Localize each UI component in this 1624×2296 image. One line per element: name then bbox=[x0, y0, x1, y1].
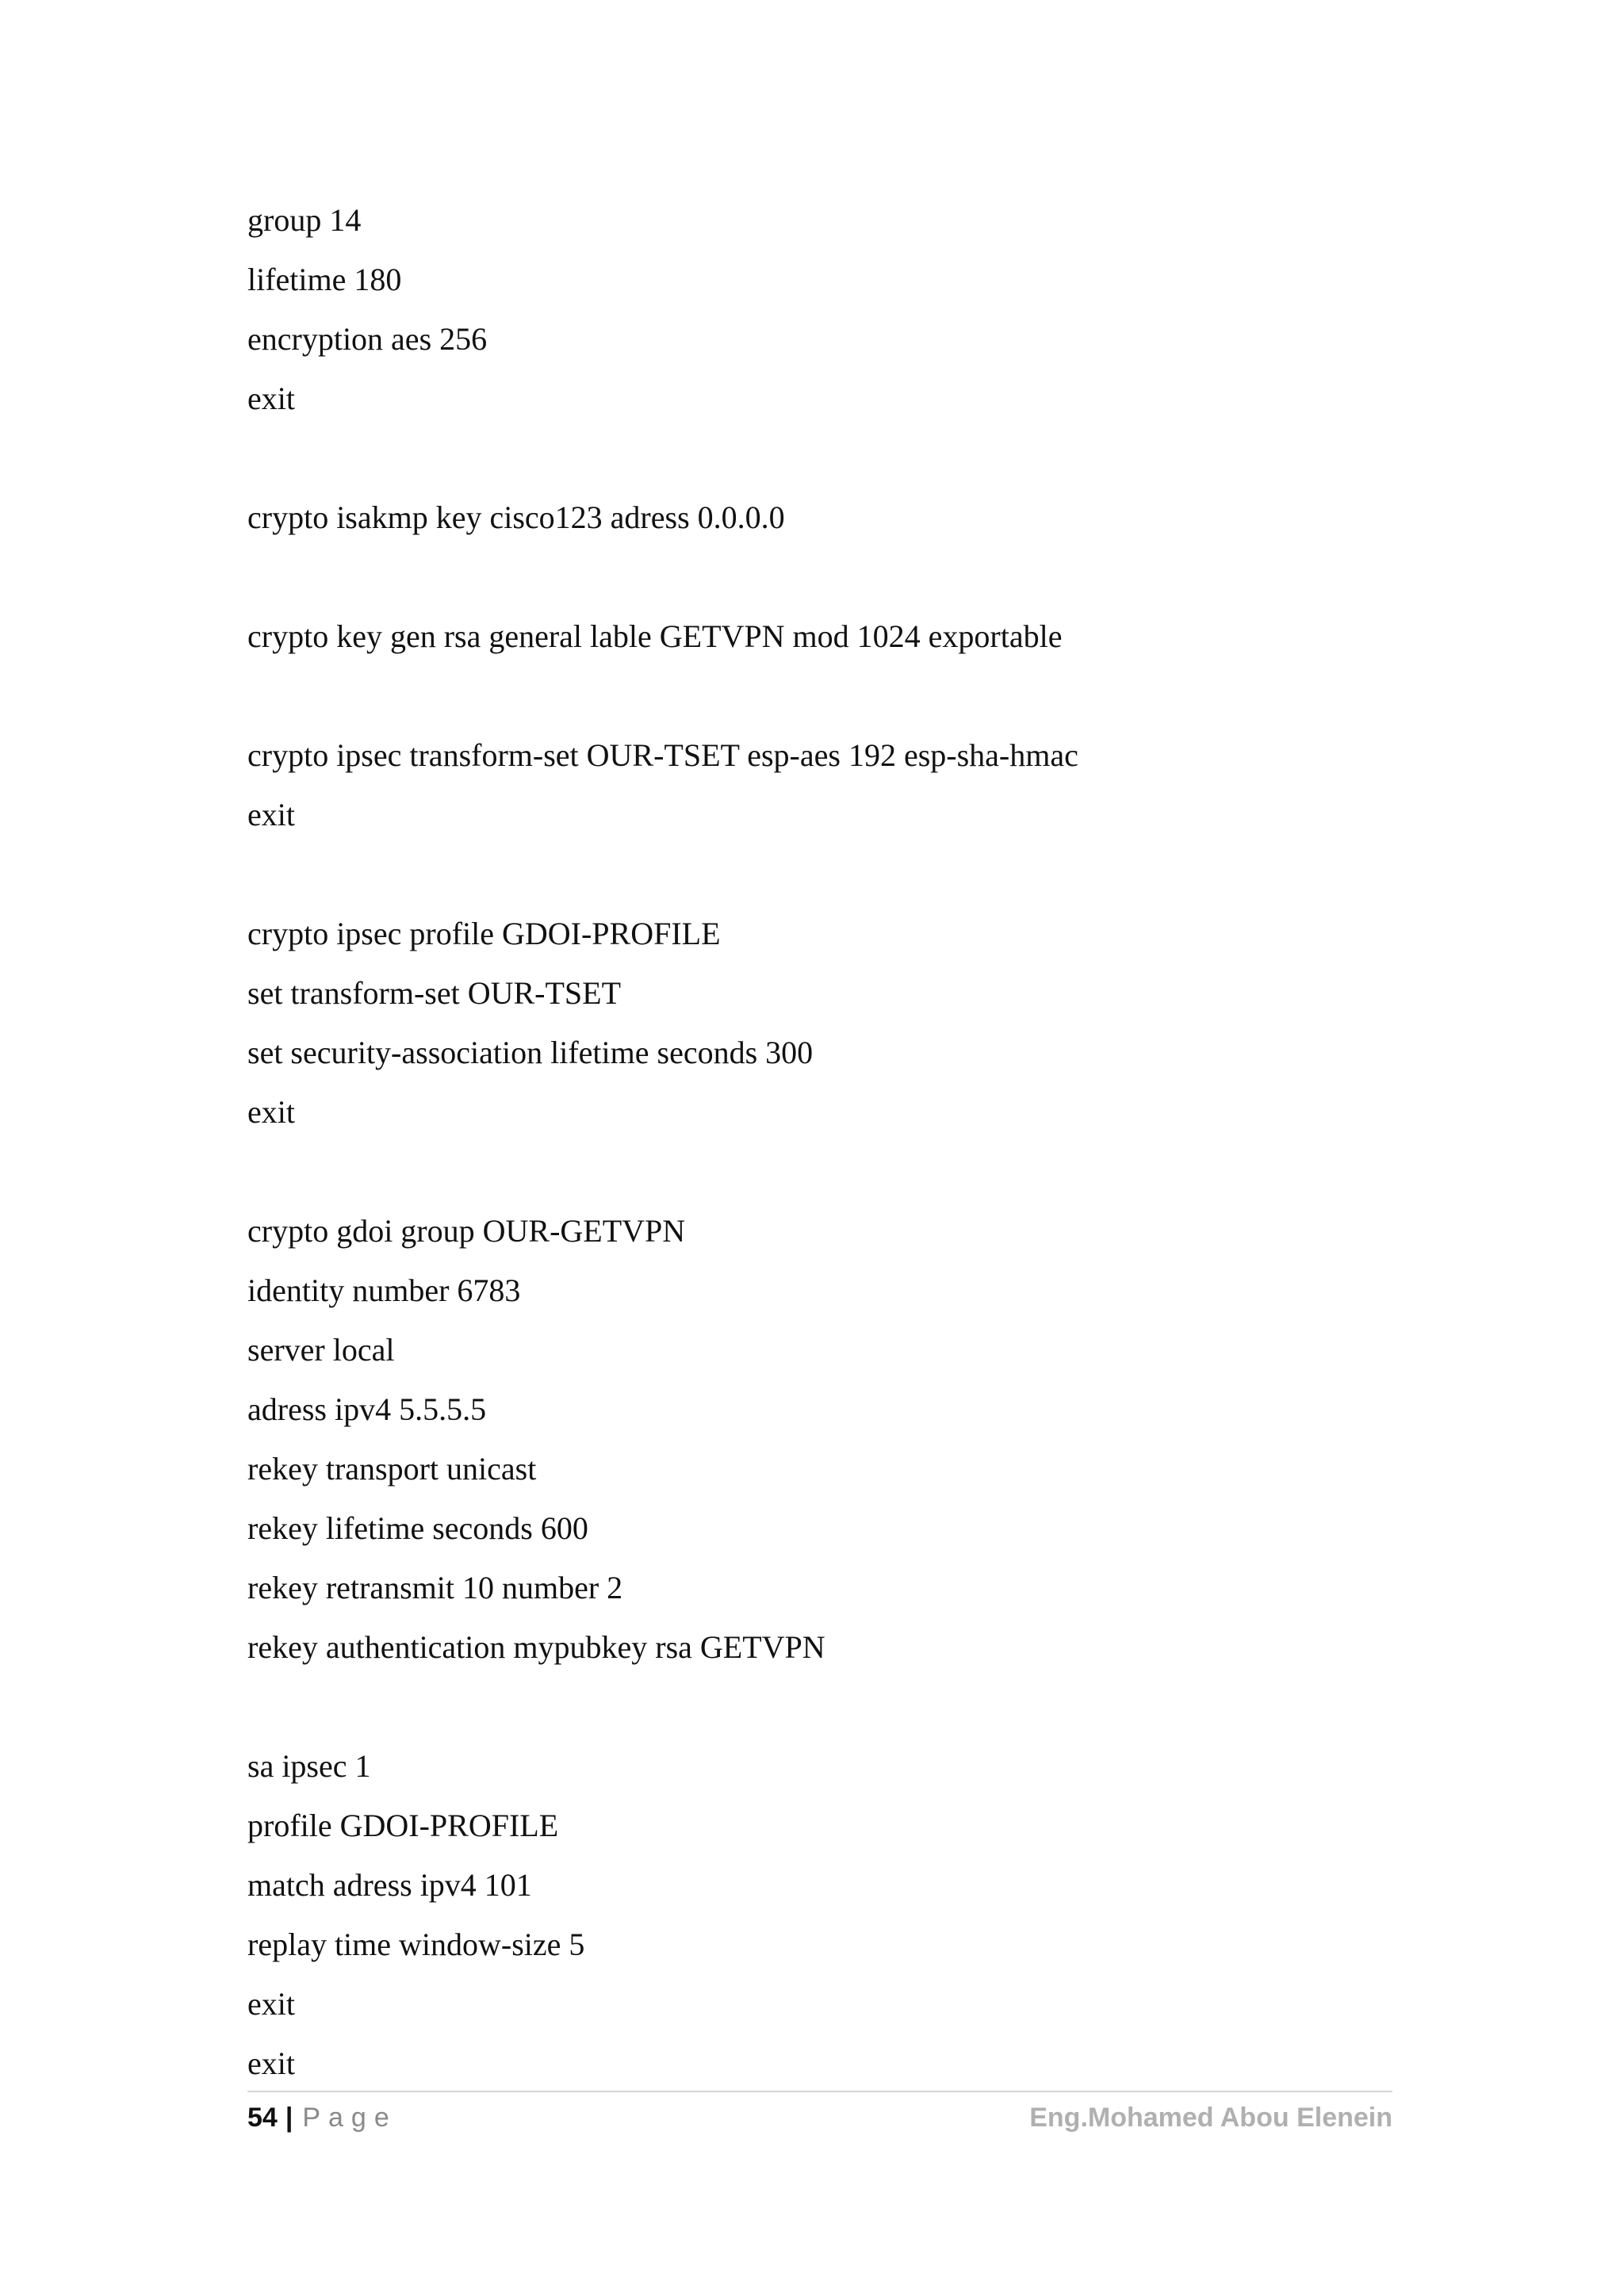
page-number-separator: | bbox=[285, 2103, 293, 2133]
config-line: sa ipsec 1 bbox=[247, 1748, 371, 1784]
config-line: crypto gdoi group OUR-GETVPN bbox=[247, 1213, 686, 1249]
config-text-block bbox=[247, 190, 1397, 2093]
config-line: rekey authentication mypubkey rsa GETVPN bbox=[247, 1629, 825, 1665]
config-line: replay time window-size 5 bbox=[247, 1927, 585, 1962]
config-line: rekey lifetime seconds 600 bbox=[247, 1510, 588, 1546]
config-line: profile GDOI-PROFILE bbox=[247, 1808, 559, 1843]
config-line: lifetime 180 bbox=[247, 262, 402, 297]
config-line: adress ipv4 5.5.5.5 bbox=[247, 1391, 487, 1427]
config-line: crypto ipsec transform-set OUR-TSET esp-aes 192 esp-sha-hmac bbox=[247, 737, 1078, 773]
page-footer bbox=[247, 2095, 1392, 2140]
config-line: exit bbox=[247, 1986, 295, 2022]
config-line: encryption aes 256 bbox=[247, 321, 488, 357]
config-line: exit bbox=[247, 2045, 295, 2081]
config-line: crypto ipsec profile GDOI-PROFILE bbox=[247, 916, 721, 951]
config-line: server local bbox=[247, 1332, 395, 1368]
blank-line bbox=[247, 1142, 1397, 1201]
config-line: identity number 6783 bbox=[247, 1272, 521, 1308]
author-name: Eng.Mohamed Abou Elenein bbox=[1029, 2103, 1392, 2133]
config-line: rekey transport unicast bbox=[247, 1451, 537, 1487]
blank-line bbox=[247, 666, 1397, 725]
blank-line bbox=[247, 1677, 1397, 1736]
config-line: match adress ipv4 101 bbox=[247, 1867, 532, 1903]
config-line: crypto isakmp key cisco123 adress 0.0.0.0 bbox=[247, 499, 785, 535]
config-line: crypto key gen rsa general lable GETVPN mod 1024 exportable bbox=[247, 618, 1063, 654]
footer-divider bbox=[247, 2091, 1392, 2092]
page-number: 54 bbox=[247, 2103, 278, 2133]
blank-line bbox=[247, 428, 1397, 488]
config-line: set transform-set OUR-TSET bbox=[247, 975, 622, 1011]
blank-line bbox=[247, 547, 1397, 607]
config-line: exit bbox=[247, 1094, 295, 1130]
blank-line bbox=[247, 844, 1397, 904]
config-line: group 14 bbox=[247, 202, 362, 238]
config-line: exit bbox=[247, 381, 295, 416]
page-label: Page bbox=[302, 2103, 397, 2133]
config-line: rekey retransmit 10 number 2 bbox=[247, 1570, 623, 1605]
config-line: set security-association lifetime seconds 300 bbox=[247, 1035, 814, 1070]
config-line: exit bbox=[247, 797, 295, 832]
